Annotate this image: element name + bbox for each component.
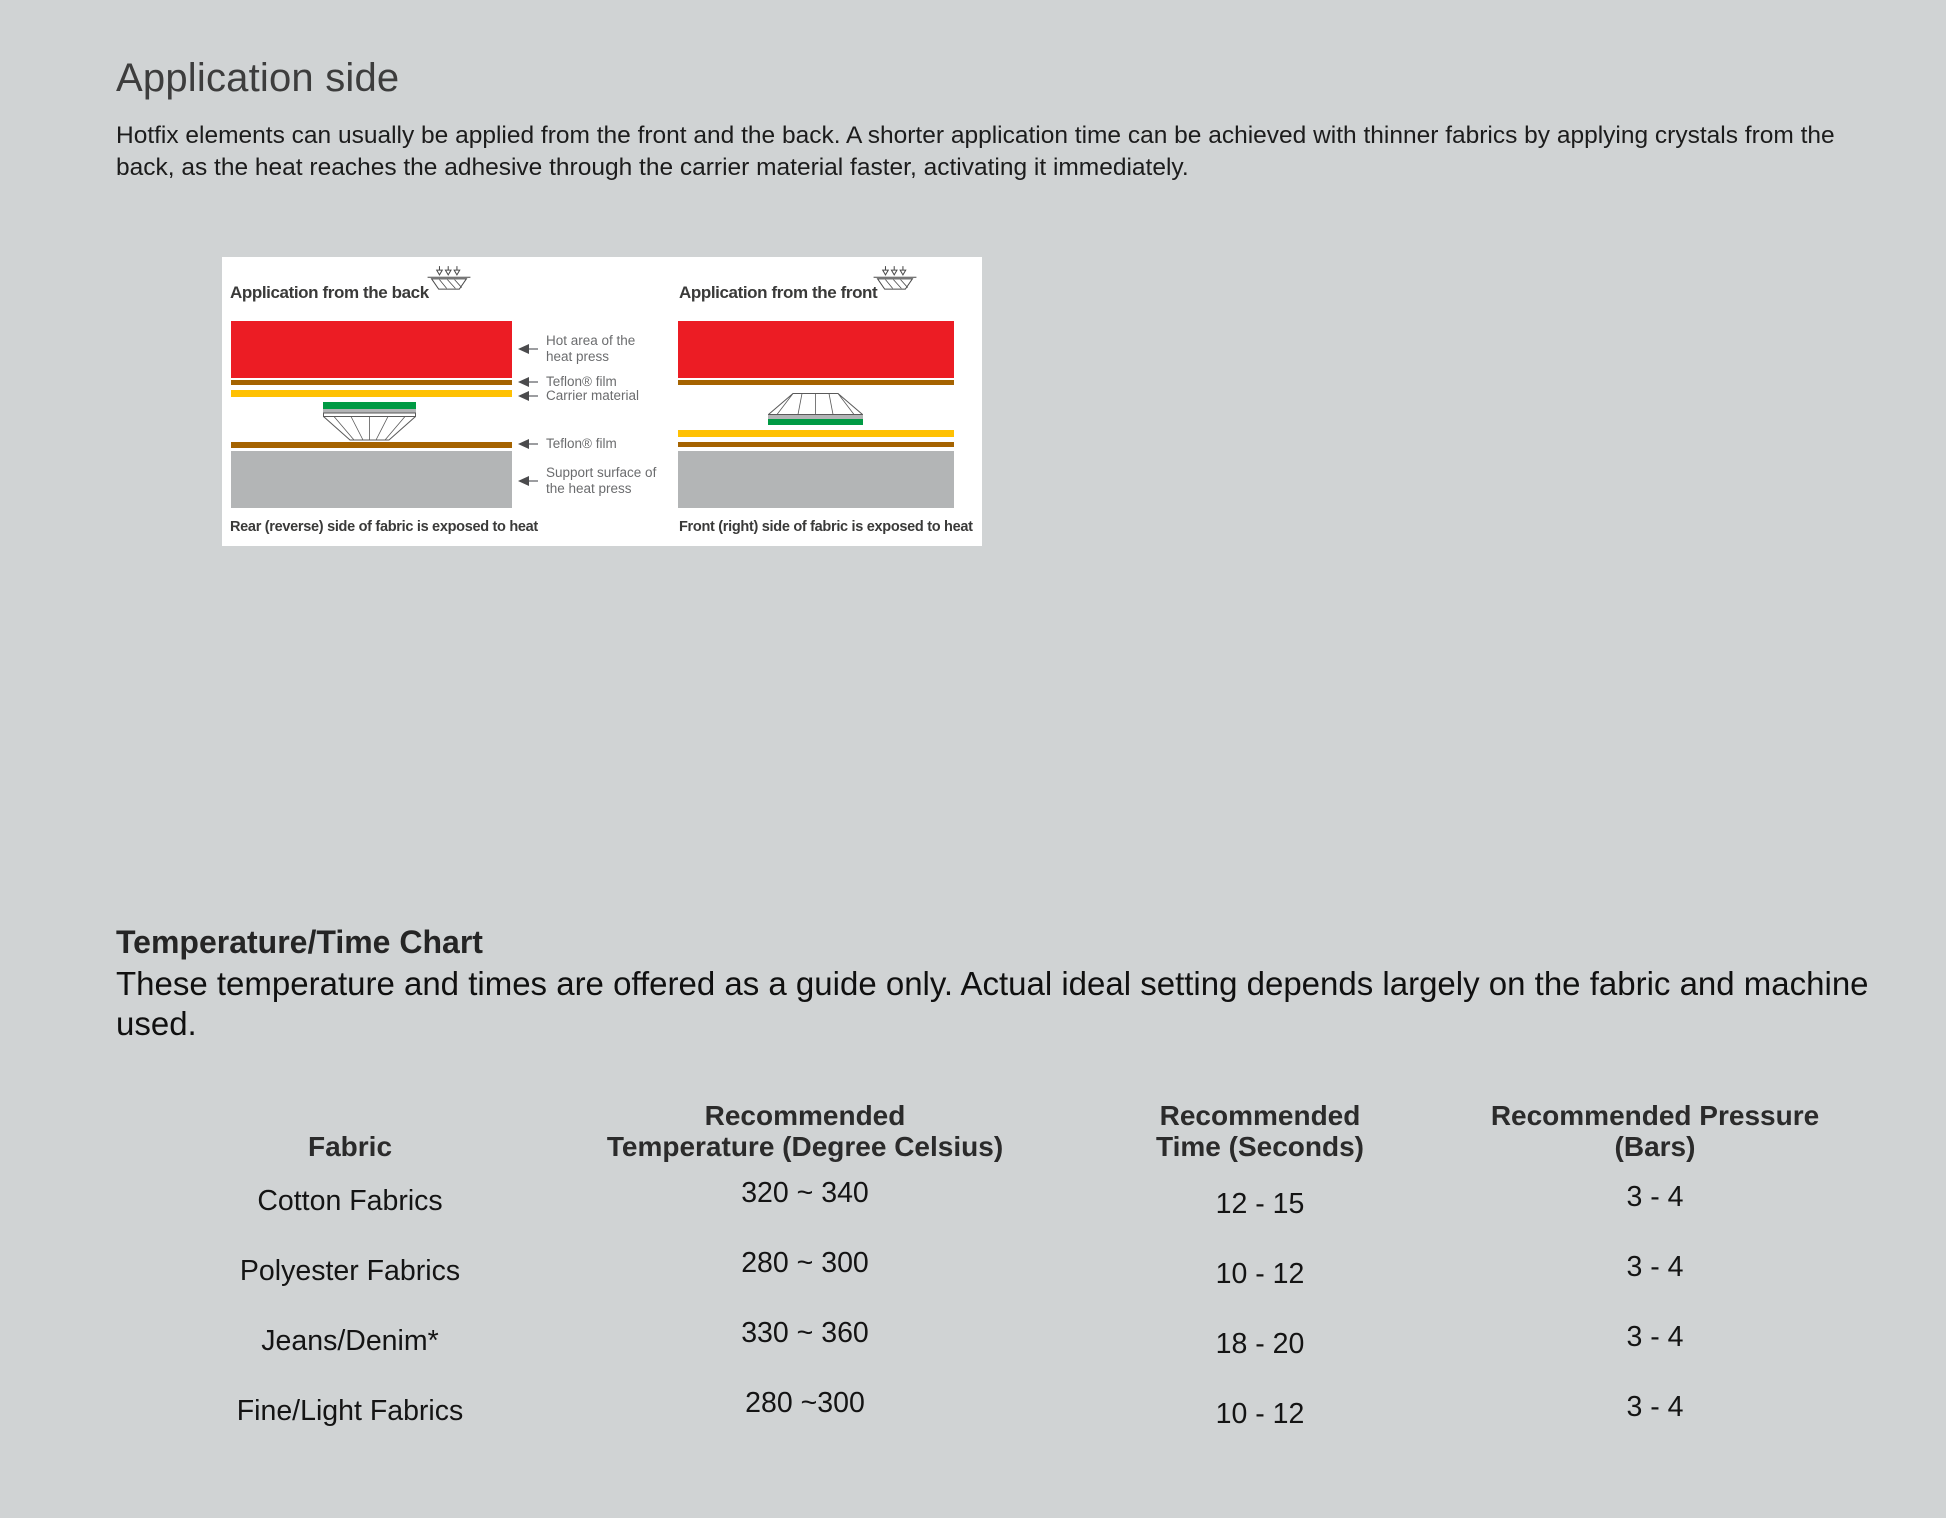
left-support-surface-layer <box>231 451 512 508</box>
table-cell: 10 - 12 <box>1215 1257 1305 1290</box>
table-cell: 280 ~300 <box>745 1386 865 1419</box>
layer-arrow-icon <box>518 377 529 387</box>
table-header-pressure: Recommended Pressure (Bars) <box>1490 1100 1820 1162</box>
left-carrier-material-layer <box>231 390 512 397</box>
application-diagram-panel <box>222 257 982 546</box>
diagram-left-caption: Rear (reverse) side of fabric is exposed to heat <box>230 519 538 535</box>
label-teflon-film-bottom: Teflon® film <box>518 436 617 452</box>
right-teflon-film-top-layer <box>678 380 954 385</box>
layer-arrow-icon <box>518 439 529 449</box>
table-cell: 3 - 4 <box>1626 1320 1684 1353</box>
label-teflon-film-top: Teflon® film <box>518 374 617 390</box>
table-header-time: Recommended Time (Seconds) <box>1156 1100 1364 1162</box>
diagram-right-caption: Front (right) side of fabric is exposed to heat <box>679 519 973 535</box>
label-support-surface: Support surface of the heat press <box>518 465 656 497</box>
left-teflon-film-bottom-layer <box>231 442 512 448</box>
right-teflon-film-bottom-layer <box>678 442 954 447</box>
section-body: These temperature and times are offered as a guide only. Actual ideal setting depends largely on the fabric and machine used. <box>116 965 1869 1042</box>
table-cell: 10 - 12 <box>1215 1397 1305 1430</box>
diagram-right-title: Application from the front <box>679 283 878 302</box>
heat-press-icon <box>426 260 472 309</box>
table-cell: 330 ~ 360 <box>741 1316 869 1349</box>
table-cell: 320 ~ 340 <box>741 1176 869 1209</box>
table-cell: Jeans/Denim* <box>261 1324 439 1357</box>
section-heading: Temperature/Time Chart <box>116 924 483 960</box>
heat-press-icon <box>872 260 918 309</box>
right-hot-area-layer <box>678 321 954 378</box>
crystal-front-icon <box>768 393 863 430</box>
label-hot-area: Hot area of the heat press <box>518 333 635 365</box>
table-cell: 3 - 4 <box>1626 1390 1684 1423</box>
page-title: Application side <box>116 56 400 100</box>
right-carrier-material-layer <box>678 430 954 437</box>
temperature-time-table <box>150 1078 1850 1446</box>
label-carrier-material: Carrier material <box>518 388 639 404</box>
table-cell: Cotton Fabrics <box>257 1184 443 1217</box>
table-header-temperature: Recommended Temperature (Degree Celsius) <box>606 1100 1004 1162</box>
diagram-left-title: Application from the back <box>230 283 429 302</box>
layer-arrow-icon <box>518 476 529 486</box>
table-cell: Polyester Fabrics <box>239 1254 461 1287</box>
table-cell: 18 - 20 <box>1215 1327 1305 1360</box>
left-hot-area-layer <box>231 321 512 378</box>
table-header-fabric: Fabric <box>307 1131 393 1162</box>
table-cell: 280 ~ 300 <box>741 1246 869 1279</box>
layer-arrow-icon <box>518 391 529 401</box>
intro-paragraph: Hotfix elements can usually be applied from the front and the back. A shorter application time can be achieved with thinner fabrics by applying crystals from the back, as the heat reaches the adhesive through the carrier material faster, activating it immediately. <box>116 122 1835 181</box>
table-cell: 12 - 15 <box>1215 1187 1305 1220</box>
table-cell: 3 - 4 <box>1626 1180 1684 1213</box>
table-cell: Fine/Light Fabrics <box>236 1394 464 1427</box>
table-cell: 3 - 4 <box>1626 1250 1684 1283</box>
right-support-surface-layer <box>678 451 954 508</box>
crystal-back-icon <box>323 402 416 446</box>
layer-arrow-icon <box>518 344 529 354</box>
left-teflon-film-top-layer <box>231 380 512 385</box>
